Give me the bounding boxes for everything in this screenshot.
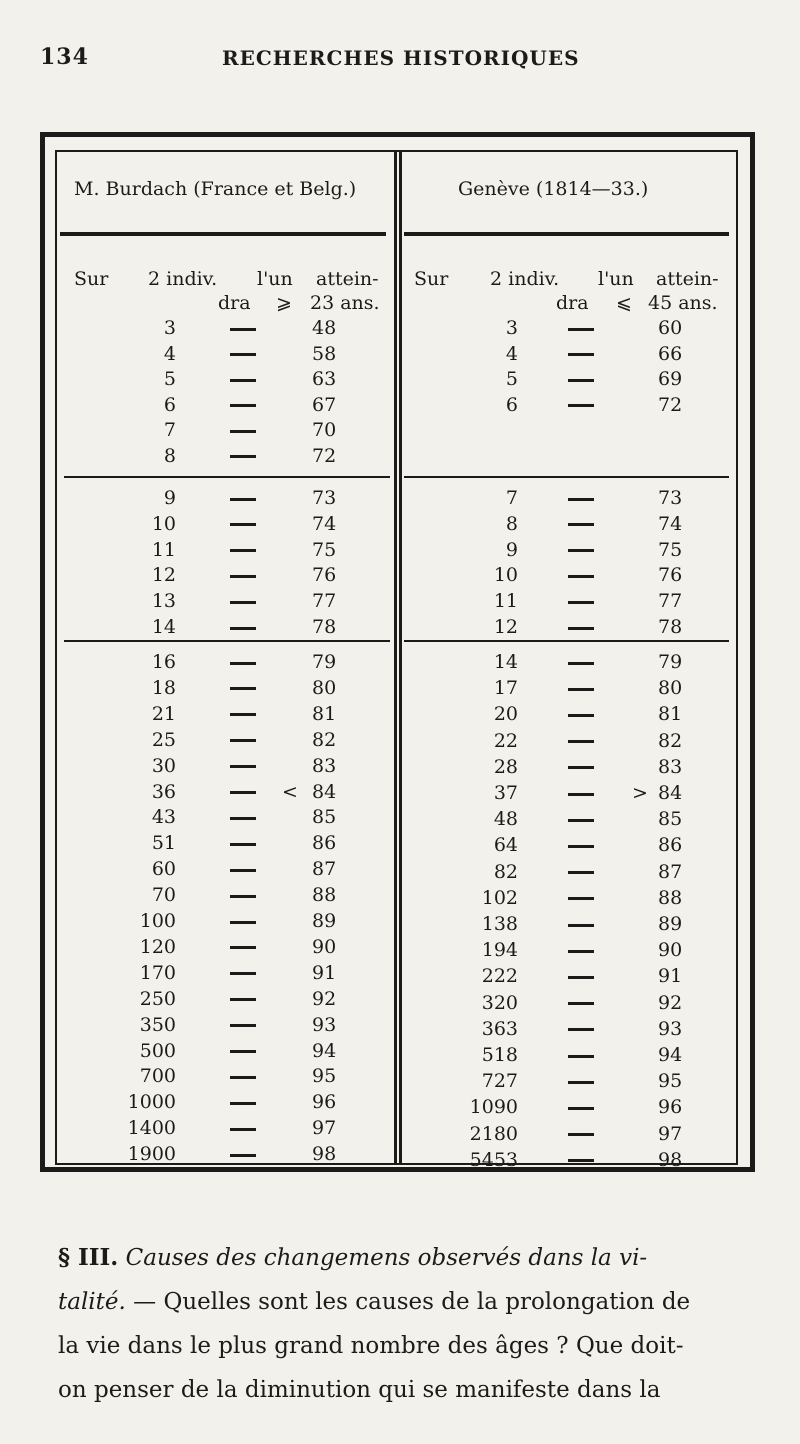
right-row-age: 75 <box>658 538 683 561</box>
body-line-1 <box>58 1280 763 1324</box>
left-row-age: 80 <box>312 676 337 699</box>
right-row-count: 518 <box>481 1044 518 1066</box>
section-title: Causes des changemens observés dans la vi- <box>125 1245 648 1271</box>
right-row-age: 73 <box>658 487 683 509</box>
left-row-age: 92 <box>312 987 337 1010</box>
right-row-count: 48 <box>493 808 518 831</box>
left-row-dash <box>228 937 258 957</box>
dash-mark <box>568 379 594 382</box>
left-row-age: 78 <box>312 616 337 638</box>
right-row-count: 2180 <box>469 1122 518 1145</box>
left-row-dash <box>228 756 258 776</box>
left-row-age: 74 <box>312 512 337 535</box>
left-row-age: 84 <box>312 780 337 803</box>
left-row-age: 77 <box>312 590 337 613</box>
right-row-age: 81 <box>658 703 683 726</box>
left-row-dash <box>228 1118 258 1138</box>
left-row-dash <box>228 885 258 905</box>
left-row-dash <box>228 1015 258 1035</box>
left-row-dash <box>228 989 258 1009</box>
right-row-age: 72 <box>658 393 683 416</box>
running-head: RECHERCHES HISTORIQUES <box>222 46 580 70</box>
body-line-1-text: — Quelles sont les causes de la prolongation de <box>125 1289 691 1315</box>
left-row-age: 93 <box>312 1013 337 1036</box>
dash-mark <box>568 1081 594 1084</box>
left-row-count: 21 <box>151 702 176 725</box>
dash-mark <box>568 976 594 979</box>
left-row-age: 88 <box>312 884 337 907</box>
left-row-dash <box>228 446 258 466</box>
left-row-count: 10 <box>151 512 176 535</box>
left-row-age: 82 <box>312 728 337 751</box>
right-section-rule-1 <box>404 476 729 478</box>
right-colhead-value: 45 ans. <box>648 292 718 314</box>
dash-mark <box>230 627 256 630</box>
dash-mark <box>230 1050 256 1053</box>
dash-mark <box>230 869 256 872</box>
left-row-dash <box>228 318 258 338</box>
right-row-age: 89 <box>658 913 683 935</box>
body-line-3: on penser de la diminution qui se manifeste dans la <box>58 1377 661 1403</box>
right-row-age: 84 <box>658 782 683 804</box>
left-row-count: 25 <box>151 728 176 751</box>
left-row-age: 70 <box>312 419 337 441</box>
left-row-dash <box>228 395 258 415</box>
left-row-dash <box>228 344 258 364</box>
right-row-count: 102 <box>481 886 518 909</box>
column-divider <box>394 150 397 1165</box>
dash-mark <box>568 740 594 743</box>
right-row-dash <box>566 369 596 389</box>
right-row-count: 1090 <box>469 1096 518 1119</box>
right-row-count: 17 <box>493 677 518 700</box>
left-row-count: 100 <box>139 910 176 932</box>
right-row-dash <box>566 1045 596 1065</box>
dash-mark <box>568 627 594 630</box>
dash-mark <box>230 817 256 820</box>
dash-mark <box>230 328 256 331</box>
dash-mark <box>230 1128 256 1131</box>
dash-mark <box>568 1133 594 1136</box>
right-row-age: 66 <box>658 342 683 365</box>
right-colhead-sign: ⩽ <box>616 292 632 314</box>
right-row-age: 88 <box>658 886 683 909</box>
right-row-dash <box>566 344 596 364</box>
dash-mark <box>568 353 594 356</box>
right-row-dash <box>566 514 596 534</box>
right-row-dash <box>566 540 596 560</box>
left-row-age: 85 <box>312 806 337 829</box>
right-row-age: 96 <box>658 1096 683 1119</box>
left-row-age: 79 <box>312 651 337 673</box>
left-row-count: 11 <box>151 538 176 561</box>
left-row-dash <box>228 782 258 802</box>
left-row-count: 7 <box>163 419 176 441</box>
right-row-dash <box>566 1097 596 1117</box>
right-colhead-lun: l'un <box>598 268 634 290</box>
right-row-count: 4 <box>505 342 518 365</box>
right-row-dash <box>566 862 596 882</box>
left-row-age: 75 <box>312 538 337 561</box>
right-row-age: 69 <box>658 368 683 390</box>
right-row-dash <box>566 966 596 986</box>
dash-mark <box>230 921 256 924</box>
left-row-count: 5 <box>163 368 176 390</box>
left-row-age: 83 <box>312 754 337 777</box>
left-row-count: 30 <box>151 754 176 777</box>
right-row-count: 28 <box>493 755 518 778</box>
right-row-count: 14 <box>493 651 518 673</box>
dash-mark <box>230 662 256 665</box>
right-row-dash <box>566 652 596 672</box>
dash-mark <box>230 998 256 1001</box>
left-colhead-dra: dra <box>218 292 251 314</box>
dash-mark <box>230 1076 256 1079</box>
dash-mark <box>568 601 594 604</box>
right-row-dash <box>566 591 596 611</box>
left-row-dash <box>228 369 258 389</box>
dash-mark <box>568 714 594 717</box>
left-row-count: 51 <box>151 832 176 855</box>
left-row-dash <box>228 540 258 560</box>
right-row-age: 92 <box>658 991 683 1014</box>
right-row-dash <box>566 318 596 338</box>
right-row-age: 95 <box>658 1070 683 1093</box>
left-row-count: 70 <box>151 884 176 907</box>
right-section-rule-2 <box>404 640 729 642</box>
left-row-count: 3 <box>163 317 176 339</box>
left-row-count: 14 <box>151 616 176 638</box>
right-row-age: 87 <box>658 860 683 883</box>
dash-mark <box>230 404 256 407</box>
section-heading-line <box>58 1236 763 1280</box>
left-row-dash <box>228 807 258 827</box>
left-row-dash <box>228 833 258 853</box>
left-row-marker: < <box>282 780 298 803</box>
left-header-rule <box>60 232 386 236</box>
left-row-count: 120 <box>139 935 176 958</box>
right-row-dash <box>566 993 596 1013</box>
left-row-dash <box>228 652 258 672</box>
left-row-count: 8 <box>163 444 176 467</box>
right-row-age: 79 <box>658 651 683 673</box>
left-row-age: 89 <box>312 910 337 932</box>
left-row-age: 48 <box>312 317 337 339</box>
left-row-age: 86 <box>312 832 337 855</box>
right-row-count: 194 <box>481 939 518 962</box>
right-row-age: 93 <box>658 1017 683 1040</box>
right-colhead-dra: dra <box>556 292 589 314</box>
right-row-count: 20 <box>493 703 518 726</box>
dash-mark <box>230 498 256 501</box>
right-row-dash <box>566 704 596 724</box>
right-colhead-sur: Sur <box>414 268 449 290</box>
dash-mark <box>568 1055 594 1058</box>
dash-mark <box>568 1159 594 1162</box>
dash-mark <box>568 688 594 691</box>
dash-mark <box>230 430 256 433</box>
right-row-marker: > <box>632 782 648 804</box>
left-row-age: 91 <box>312 961 337 984</box>
left-row-count: 6 <box>163 393 176 416</box>
right-row-dash <box>566 914 596 934</box>
left-row-count: 60 <box>151 858 176 881</box>
left-row-dash <box>228 859 258 879</box>
right-row-dash <box>566 488 596 508</box>
right-row-count: 9 <box>505 538 518 561</box>
dash-mark <box>568 575 594 578</box>
dash-mark <box>230 739 256 742</box>
right-row-age: 82 <box>658 729 683 752</box>
right-row-count: 5453 <box>469 1148 518 1171</box>
dash-mark <box>568 793 594 796</box>
left-colhead-lun: l'un <box>257 268 293 290</box>
right-row-dash <box>566 1150 596 1170</box>
left-row-count: 43 <box>151 806 176 829</box>
dash-mark <box>230 687 256 690</box>
right-row-age: 91 <box>658 965 683 988</box>
right-row-count: 37 <box>493 782 518 804</box>
left-row-count: 13 <box>151 590 176 613</box>
right-row-count: 222 <box>481 965 518 988</box>
dash-mark <box>568 1028 594 1031</box>
dash-mark <box>230 523 256 526</box>
left-row-age: 95 <box>312 1065 337 1088</box>
left-row-dash <box>228 678 258 698</box>
left-row-dash <box>228 963 258 983</box>
dash-mark <box>230 895 256 898</box>
right-row-dash <box>566 809 596 829</box>
left-colhead-value: 23 ans. <box>310 292 380 314</box>
left-row-age: 76 <box>312 564 337 587</box>
right-row-count: 5 <box>505 368 518 390</box>
left-row-count: 4 <box>163 342 176 365</box>
dash-mark <box>230 765 256 768</box>
right-row-count: 138 <box>481 913 518 935</box>
left-colhead-sign: ⩾ <box>276 292 292 314</box>
dash-mark <box>230 549 256 552</box>
dash-mark <box>230 1102 256 1105</box>
left-row-count: 250 <box>139 987 176 1010</box>
dash-mark <box>568 766 594 769</box>
body-line-2: la vie dans le plus grand nombre des âges ? Que doit- <box>58 1333 684 1359</box>
right-row-age: 60 <box>658 317 683 339</box>
right-row-age: 74 <box>658 512 683 535</box>
left-row-age: 81 <box>312 702 337 725</box>
right-row-count: 6 <box>505 393 518 416</box>
left-row-dash <box>228 911 258 931</box>
right-row-dash <box>566 1071 596 1091</box>
left-row-dash <box>228 1144 258 1164</box>
right-row-count: 320 <box>481 991 518 1014</box>
dash-mark <box>230 843 256 846</box>
left-row-dash <box>228 617 258 637</box>
left-row-age: 94 <box>312 1039 337 1062</box>
dash-mark <box>568 404 594 407</box>
dash-mark <box>568 549 594 552</box>
left-row-dash <box>228 704 258 724</box>
right-row-age: 85 <box>658 808 683 831</box>
left-colhead-two: 2 indiv. <box>148 268 218 290</box>
left-row-dash <box>228 565 258 585</box>
right-row-count: 3 <box>505 317 518 339</box>
right-row-count: 82 <box>493 860 518 883</box>
dash-mark <box>568 819 594 822</box>
right-row-count: 363 <box>481 1017 518 1040</box>
right-row-age: 80 <box>658 677 683 700</box>
dash-mark <box>230 972 256 975</box>
left-row-age: 87 <box>312 858 337 881</box>
right-row-count: 8 <box>505 512 518 535</box>
dash-mark <box>230 575 256 578</box>
left-row-age: 72 <box>312 444 337 467</box>
right-row-dash <box>566 678 596 698</box>
left-row-count: 18 <box>151 676 176 699</box>
right-colhead-attein: attein- <box>656 268 719 290</box>
left-row-age: 58 <box>312 342 337 365</box>
left-row-count: 500 <box>139 1039 176 1062</box>
right-row-age: 83 <box>658 755 683 778</box>
right-row-dash <box>566 565 596 585</box>
right-row-count: 727 <box>481 1070 518 1093</box>
right-row-age: 98 <box>658 1148 683 1171</box>
right-row-dash <box>566 1019 596 1039</box>
right-row-dash <box>566 783 596 803</box>
left-row-count: 700 <box>139 1065 176 1088</box>
right-row-count: 10 <box>493 564 518 587</box>
right-colhead-two: 2 indiv. <box>490 268 560 290</box>
dash-mark <box>230 1154 256 1157</box>
left-row-age: 67 <box>312 393 337 416</box>
dash-mark <box>230 601 256 604</box>
left-row-age: 97 <box>312 1117 337 1140</box>
dash-mark <box>230 791 256 794</box>
dash-mark <box>230 946 256 949</box>
left-row-dash <box>228 730 258 750</box>
dash-mark <box>230 353 256 356</box>
left-row-dash <box>228 514 258 534</box>
right-row-age: 77 <box>658 590 683 613</box>
right-table-header: Genève (1814—33.) <box>458 178 649 200</box>
left-row-count: 1400 <box>127 1117 176 1140</box>
left-row-count: 1900 <box>127 1143 176 1166</box>
dash-mark <box>568 328 594 331</box>
left-row-dash <box>228 420 258 440</box>
left-row-count: 16 <box>151 651 176 673</box>
right-row-count: 22 <box>493 729 518 752</box>
left-row-count: 36 <box>151 780 176 803</box>
dash-mark <box>568 662 594 665</box>
dash-mark <box>230 1024 256 1027</box>
dash-mark <box>568 523 594 526</box>
right-row-count: 64 <box>493 834 518 857</box>
left-section-rule-1 <box>64 476 390 478</box>
right-row-age: 78 <box>658 616 683 638</box>
dash-mark <box>568 845 594 848</box>
left-colhead-attein: attein- <box>316 268 379 290</box>
left-row-age: 73 <box>312 487 337 509</box>
right-row-dash <box>566 617 596 637</box>
right-row-count: 12 <box>493 616 518 638</box>
dash-mark <box>230 713 256 716</box>
left-colhead-sur: Sur <box>74 268 109 290</box>
dash-mark <box>568 950 594 953</box>
column-divider-2 <box>399 150 402 1165</box>
dash-mark <box>568 897 594 900</box>
left-row-dash <box>228 1066 258 1086</box>
dash-mark <box>568 1002 594 1005</box>
left-row-age: 63 <box>312 368 337 390</box>
right-row-dash <box>566 1124 596 1144</box>
left-row-count: 350 <box>139 1013 176 1036</box>
right-row-count: 7 <box>505 487 518 509</box>
page-number: 134 <box>40 44 89 70</box>
section-title-end: talité. <box>58 1289 126 1315</box>
right-row-dash <box>566 395 596 415</box>
right-row-age: 97 <box>658 1122 683 1145</box>
right-row-age: 94 <box>658 1044 683 1066</box>
left-row-age: 98 <box>312 1143 337 1166</box>
left-row-count: 1000 <box>127 1091 176 1114</box>
left-row-dash <box>228 591 258 611</box>
left-row-dash <box>228 1092 258 1112</box>
left-row-count: 12 <box>151 564 176 587</box>
left-row-count: 9 <box>163 487 176 509</box>
right-row-dash <box>566 757 596 777</box>
left-row-age: 96 <box>312 1091 337 1114</box>
left-row-dash <box>228 1041 258 1061</box>
left-row-age: 90 <box>312 935 337 958</box>
left-section-rule-2 <box>64 640 390 642</box>
dash-mark <box>230 379 256 382</box>
right-row-age: 86 <box>658 834 683 857</box>
dash-mark <box>568 498 594 501</box>
right-row-dash <box>566 888 596 908</box>
left-row-count: 170 <box>139 961 176 984</box>
section-mark: § III. <box>58 1244 119 1271</box>
right-row-dash <box>566 731 596 751</box>
right-row-count: 11 <box>493 590 518 613</box>
right-row-age: 76 <box>658 564 683 587</box>
dash-mark <box>568 1107 594 1110</box>
left-table-header: M. Burdach (France et Belg.) <box>74 178 357 200</box>
right-row-age: 90 <box>658 939 683 962</box>
dash-mark <box>230 455 256 458</box>
right-row-dash <box>566 835 596 855</box>
right-row-dash <box>566 940 596 960</box>
dash-mark <box>568 871 594 874</box>
right-header-rule <box>404 232 729 236</box>
left-row-dash <box>228 488 258 508</box>
dash-mark <box>568 924 594 927</box>
